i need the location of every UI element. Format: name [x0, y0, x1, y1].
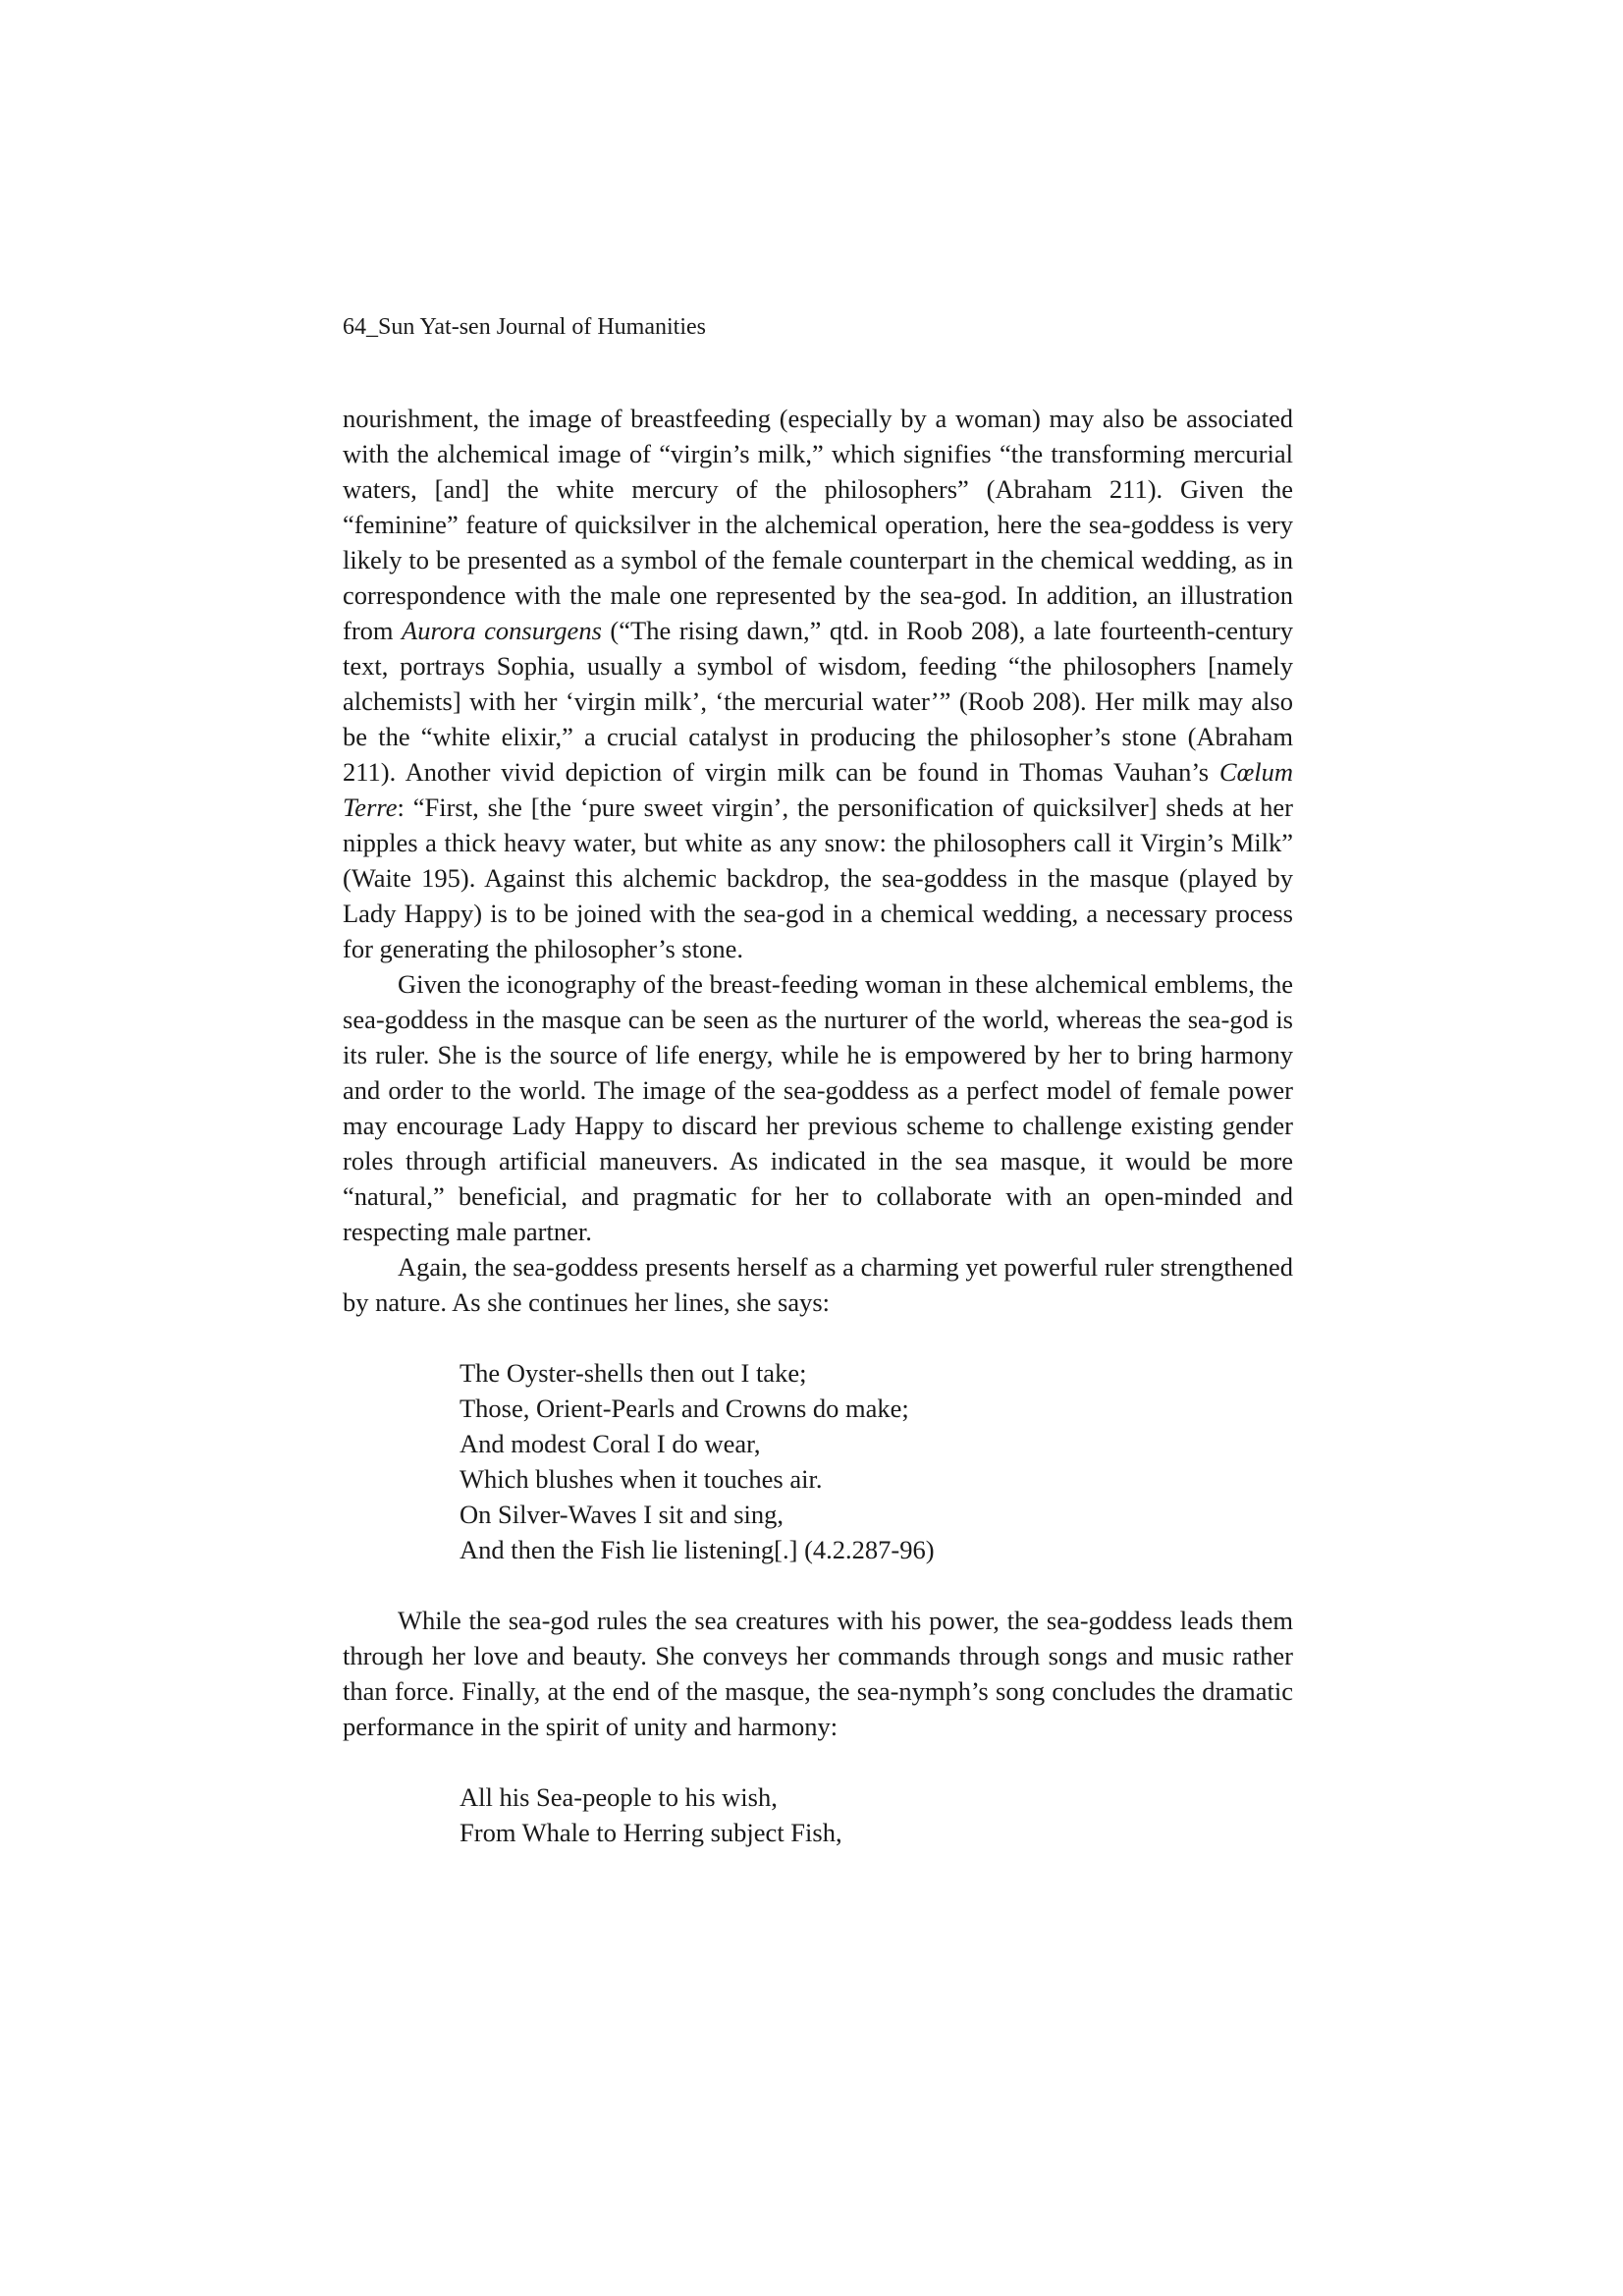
paragraph-2: Given the iconography of the breast-feeding woman in these alchemical emblems, the sea-goddess in the masque can be seen as the nurturer of the world, whereas the sea-god is its ruler. She is the source of life energy, while he is empowered by her to bring harmony and order to the world. The image of the sea-goddess as a perfect model of female power may encourage Lady Happy to discard her previous scheme to challenge existing gender roles through artificial maneuvers. As indicated in the sea masque, it would be more “natural,” beneficial, and pragmatic for her to collaborate with an open-minded and respecting male partner.	[343, 969, 1293, 1246]
verse-line: The Oyster-shells then out I take;	[460, 1358, 807, 1388]
verse-line: And modest Coral I do wear,	[460, 1429, 761, 1458]
verse-quote-1	[343, 1355, 1293, 1567]
verse-line: Those, Orient-Pearls and Crowns do make;	[460, 1394, 909, 1423]
verse-line: On Silver-Waves I sit and sing,	[460, 1500, 784, 1529]
running-head: 64_Sun Yat-sen Journal of Humanities	[343, 314, 706, 340]
paragraph-1-part-c: : “First, she [the ‘pure sweet virgin’, the personification of quicksilver] sheds at her nipples a thick heavy water, but white as any snow: the philosophers call it Virgin’s Milk” (Waite 195). Against this alchemic backdrop, the sea-goddess in the masque (played by Lady Happy) is to be joined with the sea-god in a chemical wedding, a necessary process for generating the philosopher’s stone.	[343, 793, 1293, 963]
verse-line: All his Sea-people to his wish,	[460, 1782, 778, 1812]
verse-line: From Whale to Herring subject Fish,	[460, 1818, 842, 1847]
paragraph-1-part-b: (“The rising dawn,” qtd. in Roob 208), a late fourteenth-century text, portrays Sophia, usually a symbol of wisdom, feeding “the philosophers [namely alchemists] with her ‘virgin milk’, ‘the mercurial water’” (Roob 208). Her milk may also be the “white elixir,” a crucial catalyst in producing the philosopher’s stone (Abraham 211). Another vivid depiction of virgin milk can be found in Thomas Vauhan’s	[343, 616, 1294, 787]
paragraph-4: While the sea-god rules the sea creatures with his power, the sea-goddess leads them through her love and beauty. She conveys her commands through songs and music rather than force. Finally, at the end of the masque, the sea-nymph’s song concludes the dramatic performance in the spirit of unity and harmony:	[343, 1606, 1293, 1741]
title-aurora-consurgens: Aurora consurgens	[402, 616, 602, 645]
verse-quote-2	[343, 1779, 1293, 1850]
verse-line: Which blushes when it touches air.	[460, 1464, 823, 1494]
paragraph-3: Again, the sea-goddess presents herself as a charming yet powerful ruler strengthened by nature. As she continues her lines, she says:	[343, 1252, 1293, 1317]
verse-line: And then the Fish lie listening[.] (4.2.287-96)	[460, 1535, 935, 1564]
body-text	[343, 401, 1293, 1850]
paragraph-1	[343, 401, 1293, 966]
title-coelum-terre: Cœlum Terre	[343, 757, 1293, 822]
paragraph-1-part-a: nourishment, the image of breastfeeding (especially by a woman) may also be associated with the alchemical image of “virgin’s milk,” which signifies “the transforming mercurial waters, [and] the white mercury of the philosophers” (Abraham 211). Given the “feminine” feature of quicksilver in the alchemical operation, here the sea-goddess is very likely to be presented as a symbol of the female counterpart in the chemical wedding, as in correspondence with the male one represented by the sea-god. In addition, an illustration from	[343, 404, 1293, 645]
